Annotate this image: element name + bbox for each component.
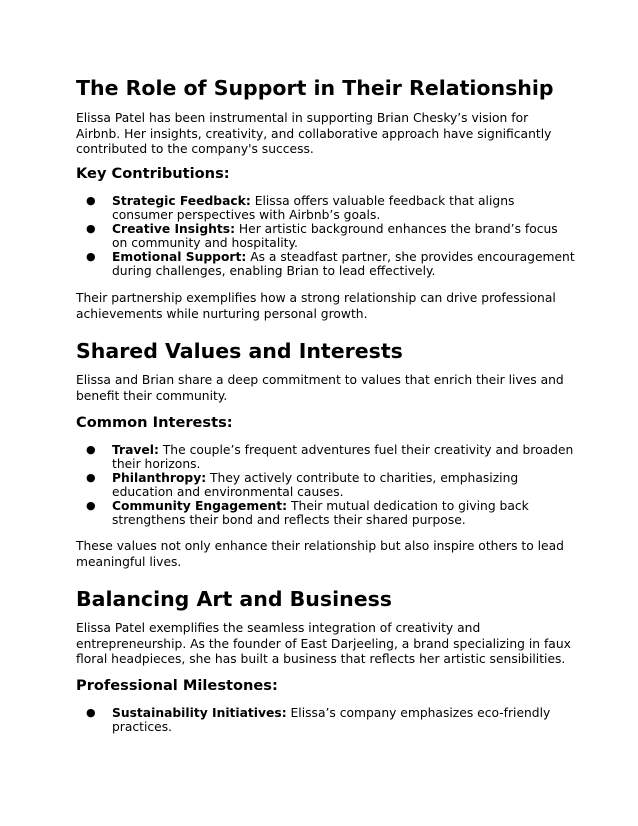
- section-subheading: Common Interests:: [76, 414, 233, 431]
- item-text: Elissa’s company emphasizes eco-friendly practices.: [112, 706, 551, 734]
- item-text: Elissa offers valuable feedback that aligns consumer perspectives with Airbnb’s goals.: [112, 194, 515, 222]
- item-label: Philanthropy:: [112, 471, 207, 485]
- list-item: [76, 499, 576, 527]
- section-title: Shared Values and Interests: [76, 339, 403, 363]
- list-item: [76, 194, 576, 222]
- bullet-icon: ●: [86, 471, 96, 484]
- item-label: Emotional Support:: [112, 250, 247, 264]
- bullet-icon: ●: [86, 194, 96, 207]
- item-text: Their mutual dedication to giving back strengthens their bond and reflects their shared purpose.: [112, 499, 529, 527]
- item-label: Sustainability Initiatives:: [112, 706, 287, 720]
- bullet-icon: ●: [86, 499, 96, 512]
- bullet-list: [76, 706, 576, 734]
- bullet-list: [76, 194, 576, 278]
- section-intro: Elissa Patel exemplifies the seamless integration of creativity and entrepreneurship. As the founder of East Darjeeling, a brand specializing in faux floral headpieces, she has built a business that reflects her artistic sensibilities.: [76, 621, 571, 666]
- bullet-icon: ●: [86, 706, 96, 719]
- list-item: [76, 222, 576, 250]
- item-text: Her artistic background enhances the brand’s focus on community and hospitality.: [112, 222, 558, 250]
- section-intro: Elissa Patel has been instrumental in supporting Brian Chesky’s vision for Airbnb. Her insights, creativity, and collaborative approach have significantly contributed to the company's success.: [76, 111, 552, 156]
- item-label: Strategic Feedback:: [112, 194, 251, 208]
- section-title: The Role of Support in Their Relationship: [76, 76, 554, 100]
- item-text: As a steadfast partner, she provides encouragement during challenges, enabling Brian to lead effectively.: [112, 250, 575, 278]
- item-label: Community Engagement:: [112, 499, 288, 513]
- section-outro: Their partnership exemplifies how a strong relationship can drive professional achievements while nurturing personal growth.: [76, 291, 556, 321]
- bullet-icon: ●: [86, 443, 96, 456]
- item-text: They actively contribute to charities, emphasizing education and environmental causes.: [112, 471, 519, 499]
- item-text: The couple’s frequent adventures fuel their creativity and broaden their horizons.: [112, 443, 574, 471]
- item-label: Travel:: [112, 443, 159, 457]
- bullet-icon: ●: [86, 250, 96, 263]
- list-item: [76, 471, 576, 499]
- section-intro: Elissa and Brian share a deep commitment to values that enrich their lives and benefit their community.: [76, 373, 564, 403]
- section-subheading: Key Contributions:: [76, 165, 230, 182]
- bullet-icon: ●: [86, 222, 96, 235]
- list-item: [76, 443, 576, 471]
- section-title: Balancing Art and Business: [76, 587, 392, 611]
- list-item: [76, 706, 576, 734]
- section-subheading: Professional Milestones:: [76, 677, 278, 694]
- section-outro: These values not only enhance their relationship but also inspire others to lead meaningful lives.: [76, 539, 564, 569]
- bullet-list: [76, 443, 576, 527]
- list-item: [76, 250, 576, 278]
- item-label: Creative Insights:: [112, 222, 235, 236]
